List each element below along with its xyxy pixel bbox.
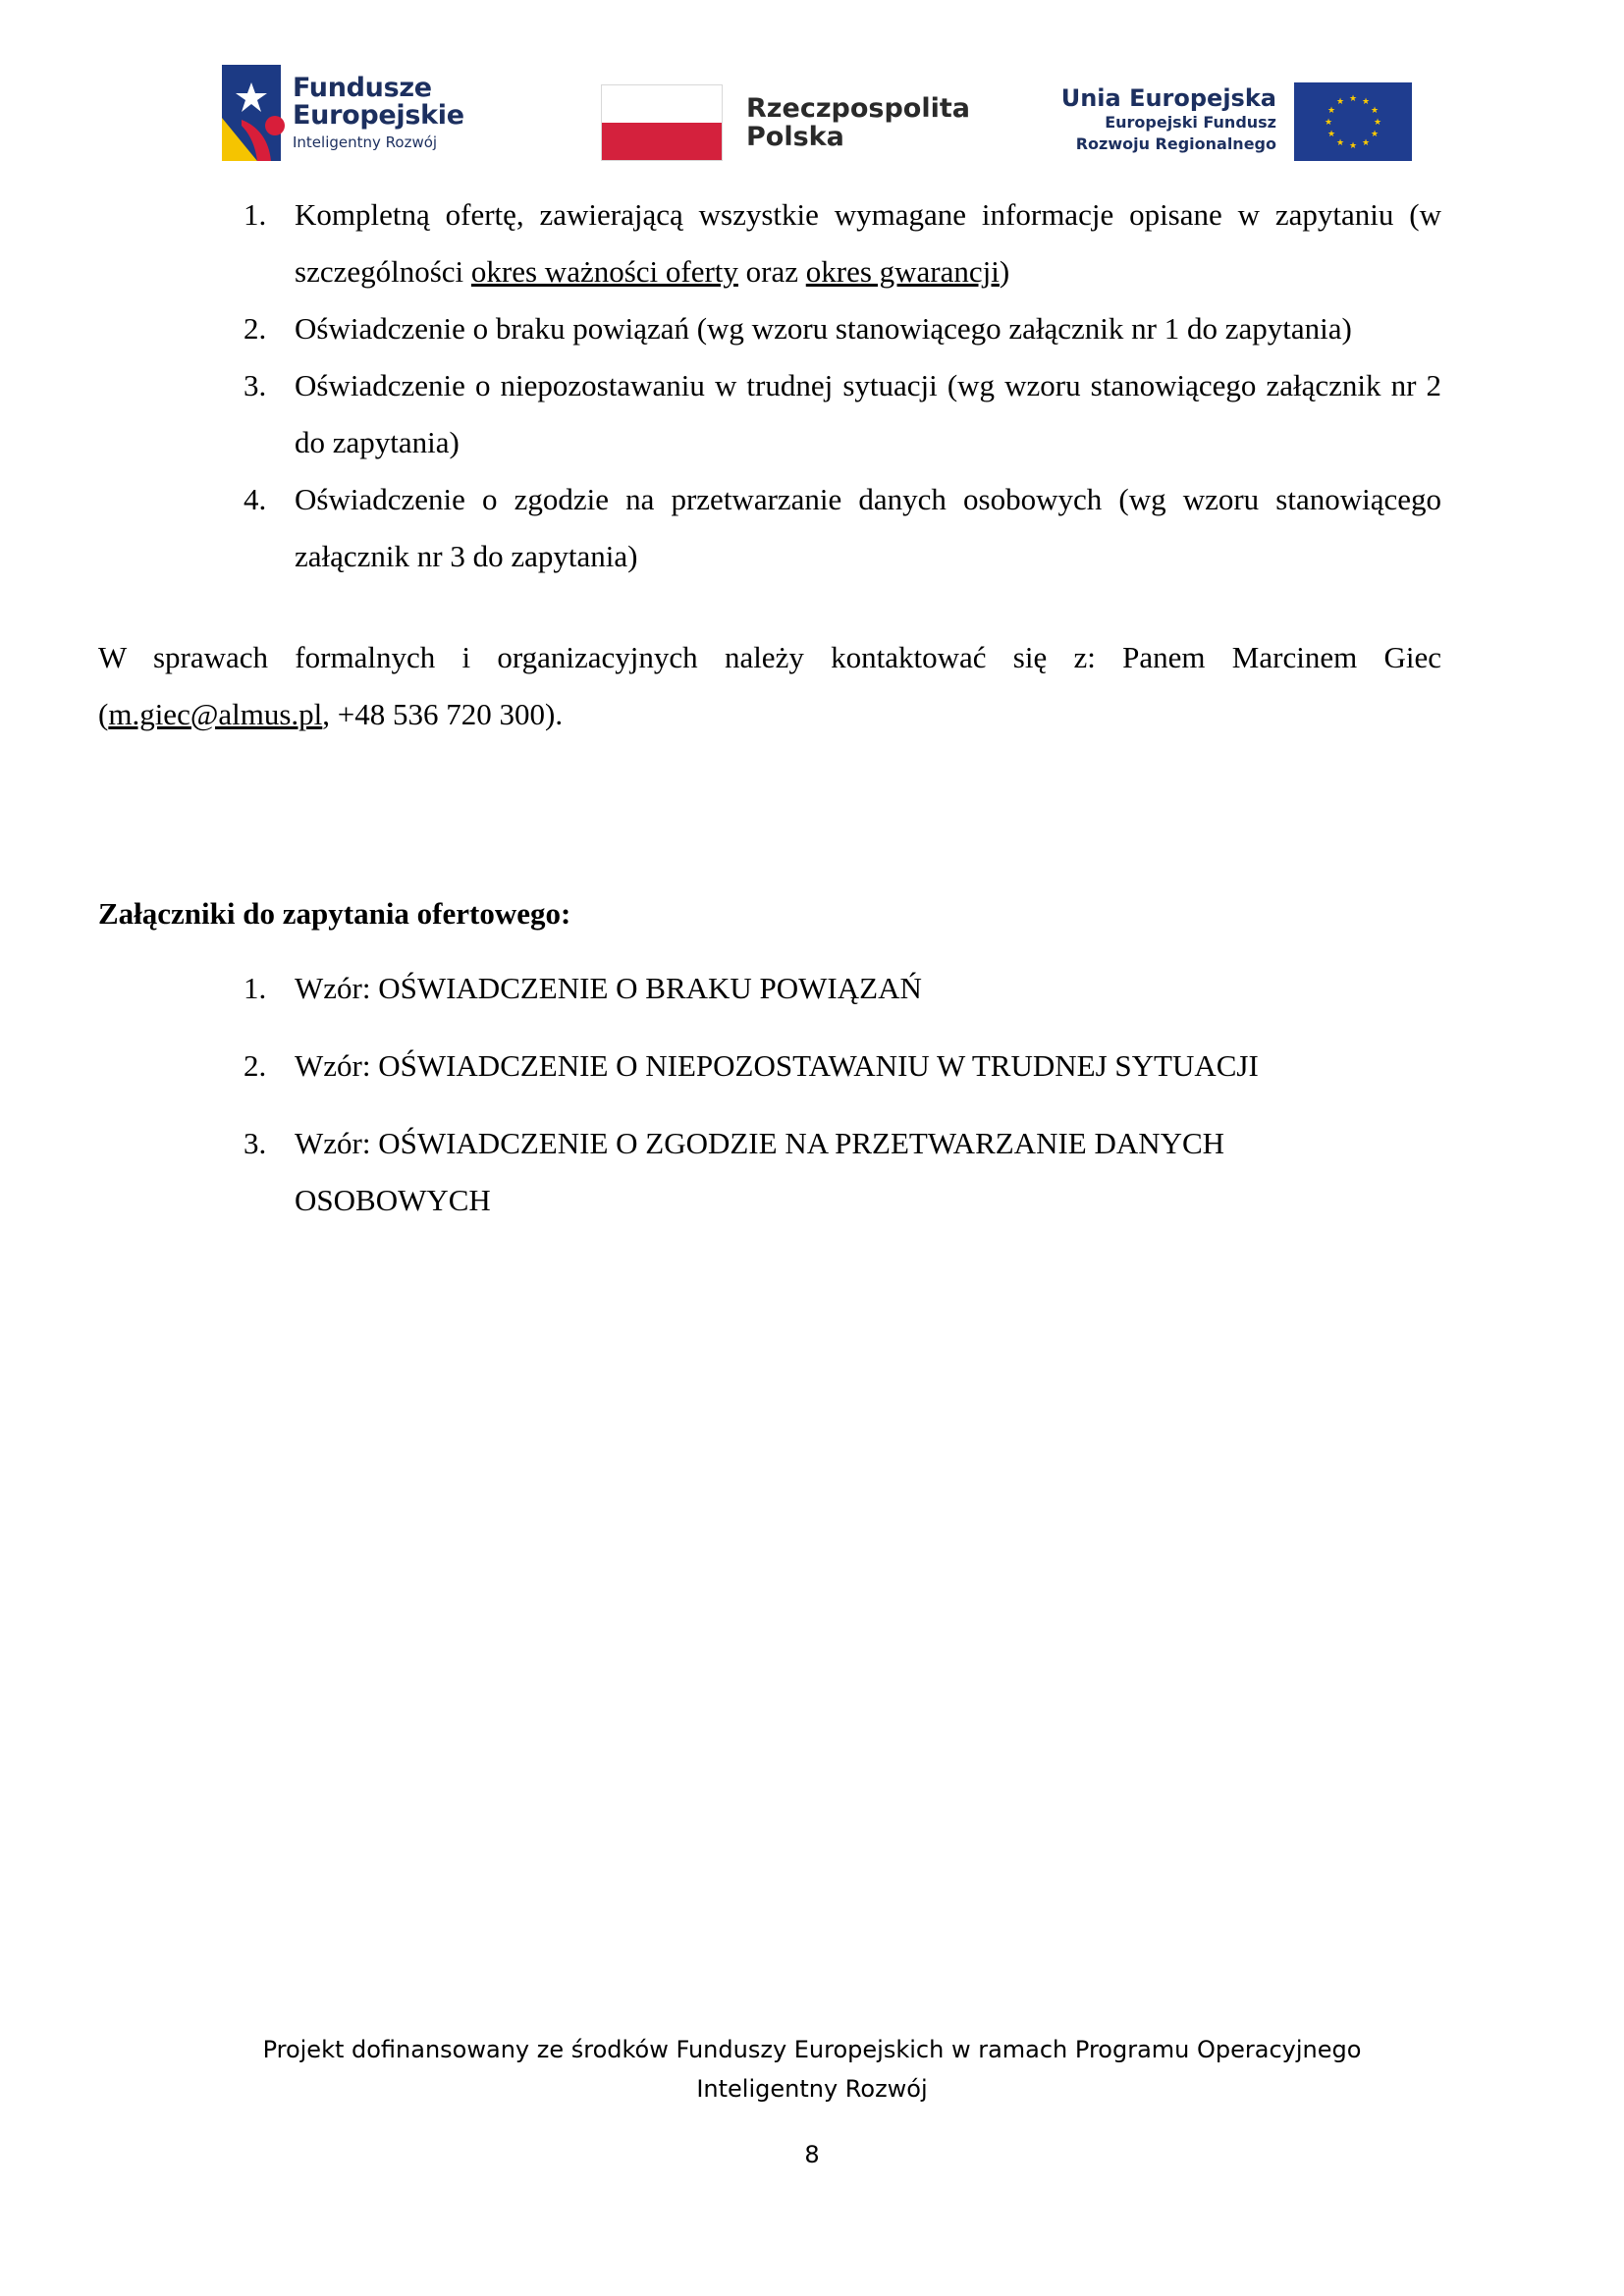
list-item [196,300,1441,357]
list-item-number: 1. [244,971,267,1005]
list-item-text: Oświadczenie o niepozostawaniu w trudnej sytuacji (wg wzoru stanowiącego załącznik nr 2 do zapytania) [295,368,1441,459]
svg-text:★: ★ [1361,138,1371,148]
list-item-text: Wzór: OŚWIADCZENIE O BRAKU POWIĄZAŃ [295,971,922,1005]
ue-logo-line2: Europejski Fundusz [1105,113,1276,132]
unia-europejska-wordmark [1061,84,1276,155]
offer-validity-link: okres ważności oferty [470,254,738,289]
fe-logo-line1: Fundusze [293,73,432,103]
list-item [196,1115,1441,1229]
svg-text:★: ★ [1348,94,1358,104]
rzeczpospolita-polska-wordmark [746,94,970,151]
warranty-period-link: okres gwarancji [805,254,1000,289]
svg-text:★: ★ [1373,118,1382,128]
required-documents-list [196,187,1441,585]
ue-logo-line1: Unia Europejska [1060,84,1276,112]
list-item-text: Wzór: OŚWIADCZENIE O NIEPOZOSTAWANIU W TRUDNEJ SYTUACJI [295,1048,1259,1083]
svg-text:★: ★ [1326,130,1336,139]
list-item-text: Kompletną ofertę, zawierającą wszystkie wymagane informacje opisane w zapytaniu (w szczególności [295,197,1441,289]
list-item-number: 1. [244,197,267,232]
svg-text:★: ★ [1326,106,1336,116]
svg-text:★: ★ [1335,97,1345,107]
list-item [196,1038,1441,1095]
rp-logo-line2: Polska [746,122,844,152]
svg-text:★: ★ [1324,118,1333,128]
rzeczpospolita-polska-logo [601,84,970,167]
footer-line1: Projekt dofinansowany ze środków Funduszy Europejskich w ramach Programu Operacyjnego [262,2036,1362,2063]
svg-text:★: ★ [1361,97,1371,107]
fundusze-europejskie-wordmark [293,75,464,155]
list-item [196,357,1441,471]
document-body [98,187,1441,1229]
fe-logo-line2: Europejskie [293,100,464,131]
list-item [196,471,1441,585]
contact-email-link[interactable]: m.giec@almus.pl [108,697,323,731]
logo-bar [0,0,1624,196]
svg-text:★: ★ [1335,138,1345,148]
ue-logo-line3: Rozwoju Regionalnego [1075,134,1276,153]
polish-flag-icon [601,84,723,161]
list-item-number: 4. [244,482,267,516]
list-item [196,960,1441,1017]
fe-logo-line3: Inteligentny Rozwój [293,133,438,151]
footer-line2: Inteligentny Rozwój [696,2075,928,2103]
svg-text:★: ★ [1370,106,1380,116]
attachments-heading: Załączniki do zapytania ofertowego: [98,896,571,931]
list-item-number: 3. [244,368,267,402]
list-item: 1. Kompletną ofertę, zawierającą wszystkie wymagane informacje opisane w zapytaniu (w szczególności okres ważności oferty oraz okres gwarancji) [196,187,1441,300]
svg-text:★: ★ [1348,141,1358,151]
list-item-number: 2. [244,1048,267,1083]
rp-logo-line1: Rzeczpospolita [746,93,970,124]
contact-paragraph: W sprawach formalnych i organizacyjnych należy kontaktować się z: Panem Marcinem Giec (m.giec@almus.pl, +48 536 720 300). [98,640,1441,731]
list-item-text: Oświadczenie o braku powiązań (wg wzoru stanowiącego załącznik nr 1 do zapytania) [295,311,1352,346]
fundusze-europejskie-emblem-icon [218,61,295,165]
fundusze-europejskie-logo [218,61,503,171]
list-item-number: 3. [244,1126,267,1160]
list-item-text: Oświadczenie o zgodzie na przetwarzanie danych osobowych (wg wzoru stanowiącego załącznik nr 3 do zapytania) [295,482,1441,573]
page-footer [0,2030,1624,2109]
eu-flag-icon [1294,82,1412,161]
attachments-list [196,960,1441,1229]
unia-europejska-logo [1060,82,1424,171]
list-item-number: 2. [244,311,267,346]
page-number: 8 [804,2141,820,2168]
list-item-text: Wzór: OŚWIADCZENIE O ZGODZIE NA PRZETWARZANIE DANYCH OSOBOWYCH [295,1126,1225,1217]
svg-text:★: ★ [1370,130,1380,139]
